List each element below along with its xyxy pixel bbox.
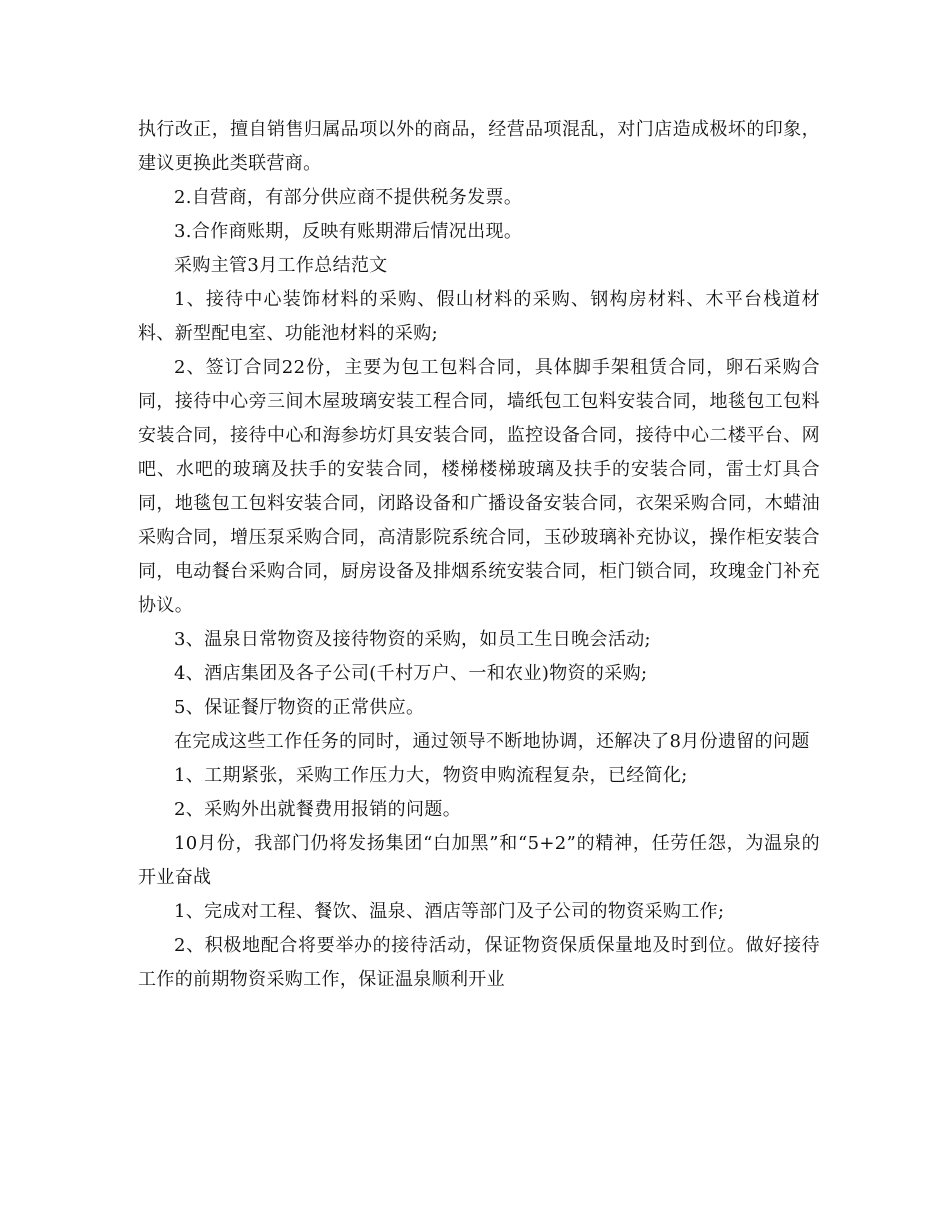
paragraph-14: 1、完成对工程、餐饮、温泉、酒店等部门及子公司的物资采购工作; (174, 901, 725, 922)
paragraph-8: 4、酒店集团及各子公司(千村万户、一和农业)物资的采购; (174, 663, 648, 684)
paragraph-1: 执行改正，擅自销售归属品项以外的商品，经营品项混乱，对门店造成极坏的印象，建议更换此类联营商。 (138, 119, 820, 174)
paragraph-15: 2、积极地配合将要举办的接待活动，保证物资保质保量地及时到位。做好接待工作的前期物资采购工作，保证温泉顺利开业 (138, 935, 820, 990)
paragraph-6: 2、签订合同22份，主要为包工包料合同，具体脚手架租赁合同，卵石采购合同，接待中心旁三间木屋玻璃安装工程合同，墙纸包工包料安装合同，地毯包工包料安装合同，接待中心和海参坊灯具安装合同，监控设备合同，接待中心二楼平台、网吧、水吧的玻璃及扶手的安装合同，楼梯楼梯玻璃及扶手的安装合同，雷士灯具合同，地毯包工包料安装合同，闭路设备和广播设备安装合同，衣架采购合同，木蜡油采购合同，增压泵采购合同，高清影院系统合同，玉砂玻璃补充协议，操作柜安装合同，电动餐台采购合同，厨房设备及排烟系统安装合同，柜门锁合同，玫瑰金门补充协议。 (138, 357, 820, 616)
paragraph-11: 1、工期紧张，采购工作压力大，物资申购流程复杂，已经简化; (174, 765, 688, 786)
paragraph-10: 在完成这些工作任务的同时，通过领导不断地协调，还解决了8月份遗留的问题 (174, 731, 810, 752)
document-body (138, 113, 820, 997)
paragraph-3: 3.合作商账期，反映有账期滞后情况出现。 (174, 221, 523, 242)
paragraph-2: 2.自营商，有部分供应商不提供税务发票。 (174, 187, 523, 208)
paragraph-7: 3、温泉日常物资及接待物资的采购，如员工生日晚会活动; (174, 629, 651, 650)
section-title: 采购主管3月工作总结范文 (174, 255, 388, 276)
paragraph-9: 5、保证餐厅物资的正常供应。 (174, 697, 425, 718)
paragraph-5: 1、接待中心装饰材料的采购、假山材料的采购、钢构房材料、木平台栈道材料、新型配电室、功能池材料的采购; (138, 289, 820, 344)
paragraph-12: 2、采购外出就餐费用报销的问题。 (174, 799, 462, 820)
paragraph-13: 10月份，我部门仍将发扬集团“白加黑”和“5+2”的精神，任劳任怨，为温泉的开业奋战 (138, 833, 820, 888)
